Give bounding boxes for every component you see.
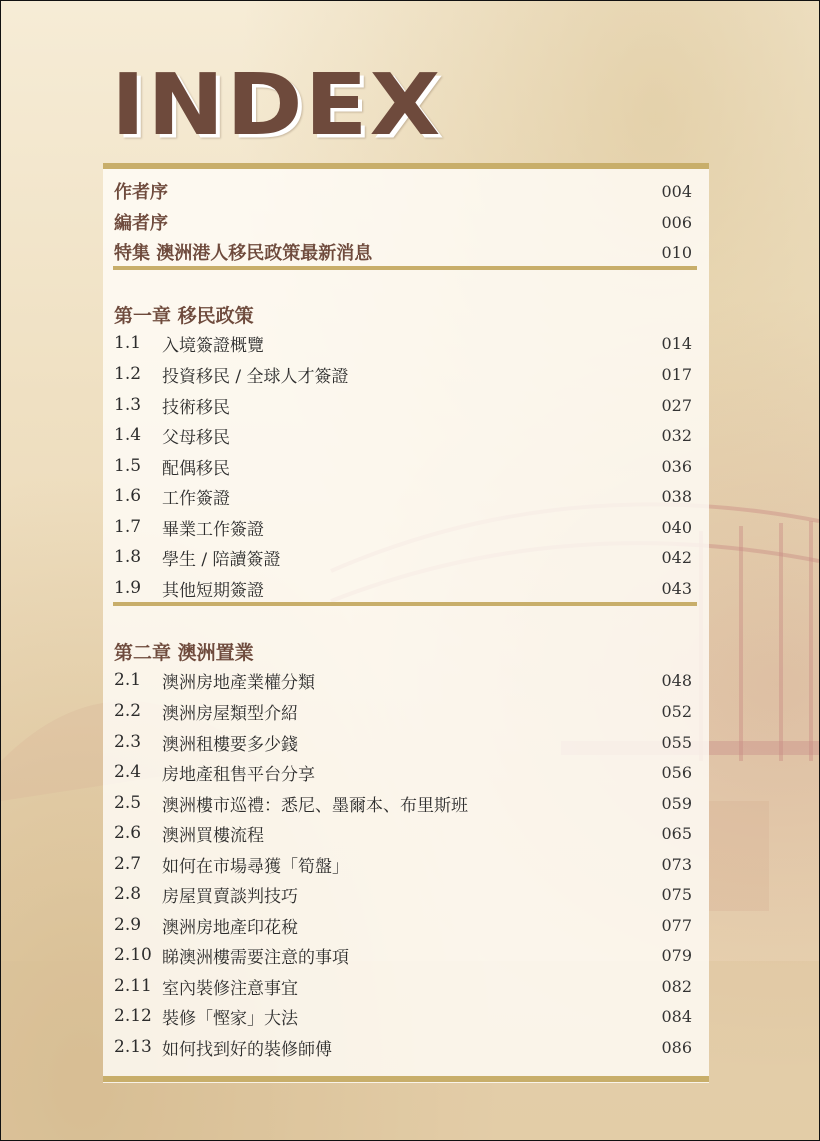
entry-label: 澳洲房屋類型介紹 [162,703,298,724]
toc-entry[interactable] [114,391,692,419]
entry-label: 編者序 [114,213,168,234]
toc-entry[interactable] [114,941,692,969]
toc-entry[interactable] [114,758,692,786]
entry-label: 其他短期簽證 [162,580,264,601]
toc-entry[interactable] [114,819,692,847]
entry-label: 澳洲房地產業權分類 [162,672,315,693]
entry-number: 1.7 [114,517,142,537]
entry-page: 006 [661,212,692,232]
entry-number: 2.4 [114,762,142,782]
entry-page: 086 [661,1037,692,1057]
entry-label: 睇澳洲樓需要注意的事項 [162,947,349,968]
toc-entry[interactable] [114,452,692,480]
entry-page: 075 [661,884,692,904]
entry-number: 2.7 [114,854,142,874]
entry-page: 055 [661,732,692,752]
entry-label: 澳洲樓市巡禮：悉尼、墨爾本、布里斯班 [162,795,468,816]
entry-page: 036 [661,456,692,476]
bottom-rule [103,1076,709,1082]
entry-label: 配偶移民 [162,458,230,479]
entry-number: 1.8 [114,547,142,567]
toc-entry[interactable] [114,972,692,1000]
toc-entry[interactable] [114,574,692,602]
entry-page: 032 [661,425,692,445]
entry-page: 010 [661,242,692,262]
entry-page: 038 [661,486,692,506]
entry-page: 056 [661,762,692,782]
entry-number: 1.3 [114,395,142,415]
entry-label: 特集 澳洲港人移民政策最新消息 [114,243,373,264]
toc-entry[interactable] [114,329,692,357]
entry-label: 房地產租售平台分享 [162,764,315,785]
entry-number: 2.2 [114,701,142,721]
entry-page: 082 [661,976,692,996]
toc-entry-editor-preface[interactable] [114,208,692,236]
entry-label: 室內裝修注意事宜 [162,978,298,999]
entry-page: 014 [661,333,692,353]
toc-entry[interactable] [114,728,692,756]
section-divider [113,266,697,270]
entry-label: 如何在市場尋獲「筍盤」 [162,856,349,877]
entry-label: 工作簽證 [162,488,230,509]
entry-number: 2.6 [114,823,142,843]
toc-entry[interactable] [114,1033,692,1061]
toc-entry[interactable] [114,513,692,541]
entry-page: 052 [661,701,692,721]
entry-page: 042 [661,547,692,567]
toc-entry[interactable] [114,482,692,510]
entry-label: 學生 / 陪讀簽證 [162,549,281,570]
entry-number: 2.10 [114,945,152,965]
entry-page: 073 [661,854,692,874]
entry-page: 059 [661,793,692,813]
entry-number: 2.5 [114,793,142,813]
entry-label: 房屋買賣談判技巧 [162,886,298,907]
entry-number: 2.1 [114,670,142,690]
entry-number: 2.3 [114,732,142,752]
entry-page: 040 [661,517,692,537]
toc-entry[interactable] [114,421,692,449]
entry-label: 畢業工作簽證 [162,519,264,540]
entry-label: 如何找到好的裝修師傅 [162,1039,332,1060]
entry-page: 017 [661,364,692,384]
entry-label: 澳洲買樓流程 [162,825,264,846]
entry-label: 投資移民 / 全球人才簽證 [162,366,349,387]
entry-number: 2.9 [114,915,142,935]
entry-page: 043 [661,578,692,598]
entry-page: 065 [661,823,692,843]
toc-entry[interactable] [114,543,692,571]
entry-page: 027 [661,395,692,415]
top-rule [103,163,709,169]
entry-number: 2.12 [114,1006,152,1026]
toc-entry[interactable] [114,880,692,908]
entry-page: 004 [661,181,692,201]
toc-entry-special-feature[interactable] [114,238,692,266]
entry-page: 084 [661,1006,692,1026]
entry-number: 1.4 [114,425,142,445]
index-title: INDEX [111,55,443,155]
toc-entry[interactable] [114,1002,692,1030]
entry-label: 澳洲租樓要多少錢 [162,734,298,755]
entry-label: 入境簽證概覽 [162,335,264,356]
entry-page: 048 [661,670,692,690]
entry-number: 2.8 [114,884,142,904]
entry-number: 1.2 [114,364,142,384]
toc-entry[interactable] [114,666,692,694]
section-divider [113,602,697,606]
chapter-2-heading: 第二章 澳洲置業 [114,641,254,664]
toc-entry[interactable] [114,911,692,939]
toc-entry-author-preface[interactable] [114,177,692,205]
entry-number: 2.11 [114,976,152,996]
entry-number: 1.6 [114,486,142,506]
entry-page: 077 [661,915,692,935]
entry-number: 2.13 [114,1037,152,1057]
entry-label: 父母移民 [162,427,230,448]
entry-label: 技術移民 [162,397,230,418]
chapter-1-heading: 第一章 移民政策 [114,304,254,327]
entry-page: 079 [661,945,692,965]
entry-number: 1.5 [114,456,142,476]
entry-label: 澳洲房地產印花稅 [162,917,298,938]
entry-number: 1.1 [114,333,142,353]
toc-entry[interactable] [114,697,692,725]
toc-entry[interactable] [114,360,692,388]
entry-label: 裝修「慳家」大法 [162,1008,298,1029]
entry-label: 作者序 [114,182,168,203]
entry-number: 1.9 [114,578,142,598]
toc-entry[interactable] [114,850,692,878]
toc-entry[interactable] [114,789,692,817]
